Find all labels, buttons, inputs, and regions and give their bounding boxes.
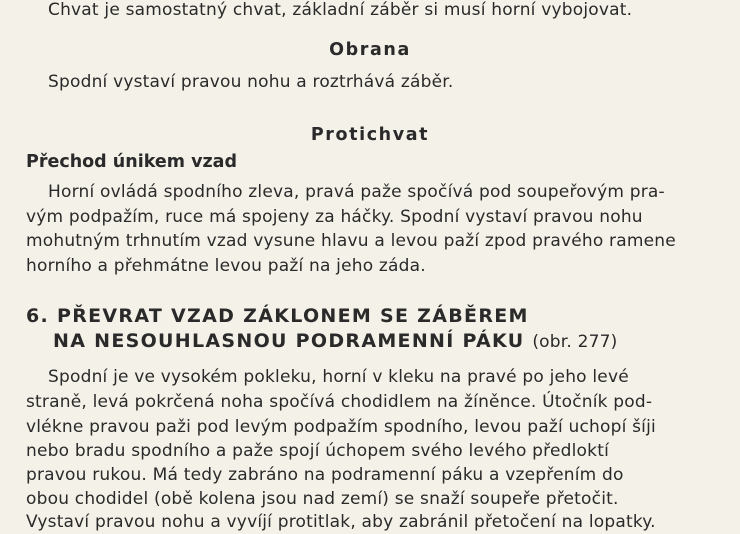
protichvat-heading: Protichvat	[310, 125, 430, 145]
section-title-text-2: NA NESOUHLASNOU PODRAMENNÍ PÁKU	[53, 330, 525, 352]
section6-line-5: pravou rukou. Má tedy zabráno na podramenní páku a vzepřením do	[26, 465, 624, 485]
obrana-heading: Obrana	[329, 40, 411, 60]
section-title-text-1: PŘEVRAT VZAD ZÁKLONEM SE ZÁBĚREM	[56, 305, 529, 327]
prechod-subheading: Přechod únikem vzad	[26, 152, 238, 172]
section-6-title-line-2	[53, 328, 617, 355]
obrana-line-1: Spodní vystaví pravou nohu a roztrhává záběr.	[48, 72, 454, 92]
section6-line-2: straně, levá pokrčená noha spočívá chodidlem na žíněnce. Útočník pod-	[26, 392, 653, 412]
section6-line-6: obou chodidel (obě kolena jsou nad zemí) se snaží soupeře přetočit.	[26, 489, 619, 509]
protichvat-line-2: vým podpažím, ruce má spojeny za háčky. Spodní vystaví pravou nohu	[26, 207, 643, 227]
section-number: 6.	[26, 305, 50, 327]
section6-line-7: Vystaví pravou nohu a vyvíjí protitlak, aby zabránil přetočení na lopatky.	[26, 512, 656, 532]
section6-line-1: Spodní je ve vysokém pokleku, horní v kleku na pravé po jeho levé	[48, 367, 629, 387]
protichvat-line-4: horního a přehmátne levou paží na jeho záda.	[26, 256, 426, 276]
figure-reference: (obr. 277)	[532, 332, 618, 352]
section-6-title-line-1	[26, 303, 529, 329]
section6-line-4: nebo bradu spodního a paže spojí úchopem svého levého předloktí	[26, 441, 609, 461]
protichvat-line-3: mohutným trhnutím vzad vysune hlavu a levou paží zpod pravého ramene	[26, 231, 676, 251]
section6-line-3: vlékne pravou paži pod levým podpažím spodního, levou paží uchopí šíji	[26, 417, 656, 437]
intro-line-1: Chvat je samostatný chvat, základní záběr si musí horní vybojovat.	[48, 0, 633, 20]
protichvat-line-1: Horní ovládá spodního zleva, pravá paže spočívá pod soupeřovým pra-	[48, 182, 665, 202]
